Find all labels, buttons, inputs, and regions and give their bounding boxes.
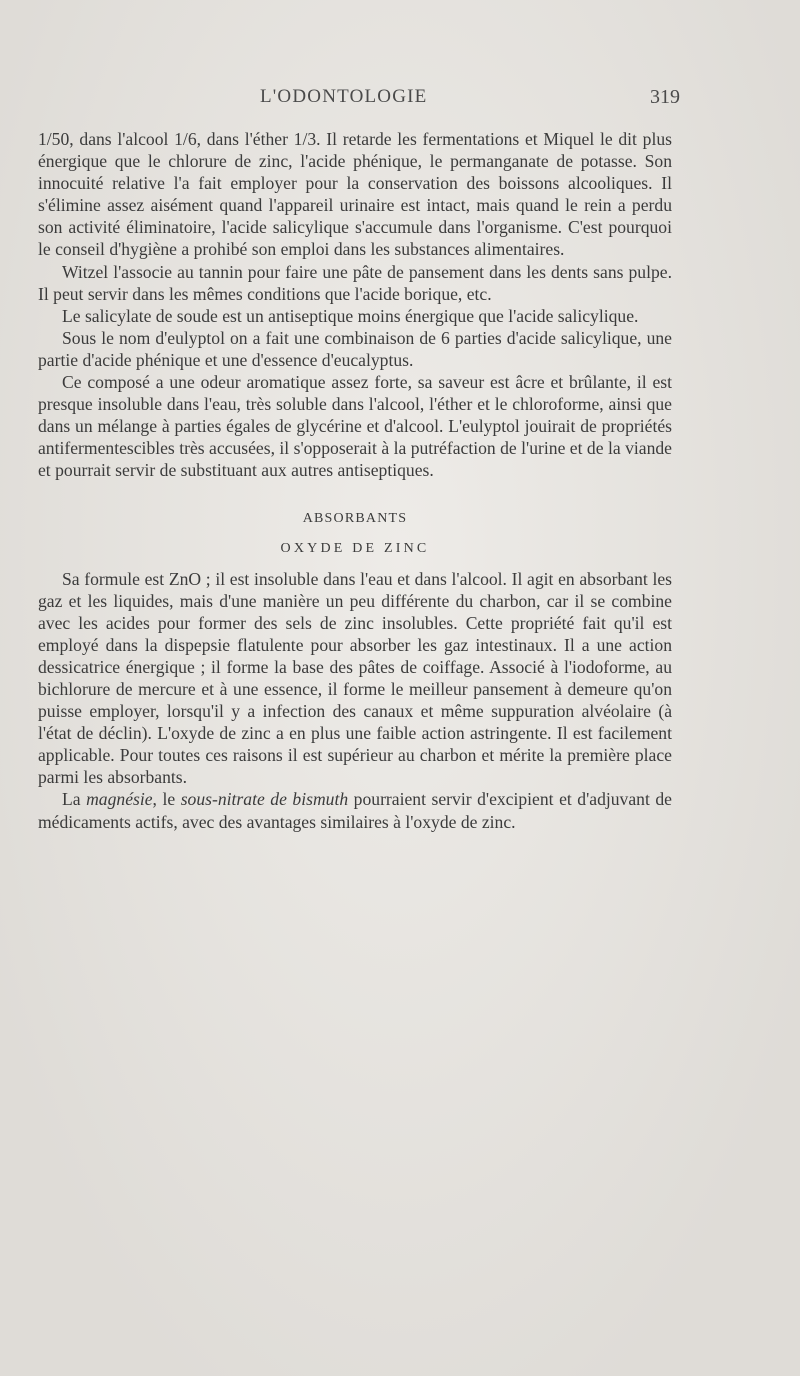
body-text xyxy=(38,128,672,833)
subsection-heading: OXYDE DE ZINC xyxy=(280,540,430,556)
excipients-text-end: pourraient servir d'excipient et d'adjuvant de médicaments actifs, avec des avantages similaires à l'oxyde de zinc. xyxy=(38,789,672,832)
section-heading: ABSORBANTS xyxy=(302,510,408,526)
zinc-section xyxy=(38,568,672,833)
excipients-text-start: La xyxy=(62,789,87,810)
paragraph-continuation: 1/50, dans l'alcool 1/6, dans l'éther 1/3. Il retarde les fermentations et Miquel le dit plus énergique que le chlorure de zinc, l'acide phénique, le permanganate de potasse. Son innocuité relative l'a fait employer pour la conservation des boissons alcooliques. Il s'élimine assez aisément quand l'appareil urinaire est intact, mais quand le rein a perdu son activité éliminatoire, l'acide salicylique s'accumule dans l'organisme. C'est pourquoi le conseil d'hygiène a prohibé son emploi dans les substances alimentaires. xyxy=(38,129,672,260)
paragraph-zinc-formula: Sa formule est ZnO ; il est insoluble dans l'eau et dans l'alcool. Il agit en absorbant les gaz et les liquides, mais d'une manière un peu différente du charbon, car il se combine avec les acides pour former des sels de zinc insolubles. Cette propriété fait qu'il est employé dans la dispepsie flatulente pour absorber les gaz intestinaux. Il a une action dessicatrice énergique ; il forme la base des pâtes de coiffage. Associé à l'iodoforme, au bichlorure de mercure et à une essence, il forme le meilleur pansement à demeure qu'on puisse employer, lorsqu'il y a infection des canaux et même suppuration alvéolaire (à l'état de déclin). L'oxyde de zinc a en plus une faible action astringente. Il est facilement applicable. Pour toutes ces raisons il est supérieur au charbon et mérite la première place parmi les absorbants. xyxy=(38,568,672,788)
paragraph-salicylate: Le salicylate de soude est un antiseptique moins énergique que l'acide salicylique. xyxy=(62,305,639,326)
paragraph-eulyptol-name: Sous le nom d'eulyptol on a fait une combinaison de 6 parties d'acide salicylique, une partie d'acide phénique et une d'essence d'eucalyptus. xyxy=(38,327,672,370)
running-head xyxy=(38,86,680,116)
paragraph-eulyptol-properties: Ce composé a une odeur aromatique assez forte, sa saveur est âcre et brûlante, il est presque insoluble dans l'eau, très soluble dans l'alcool, l'éther et le chloroforme, ainsi que dans un mélange à parties égales de glycérine et d'alcool. L'eulyptol jouirait de propriétés antifermentescibles très accusées, il s'opposerait à la putréfaction de l'urine et de la viande et pourrait servir de substituant aux autres antiseptiques. xyxy=(38,372,672,481)
excipients-text-mid: , le xyxy=(152,789,181,810)
bismuth-term: sous-nitrate de bismuth xyxy=(180,789,349,810)
paragraph-witzel: Witzel l'associe au tannin pour faire une pâte de pansement dans les dents sans pulpe. Il peut servir dans les mêmes conditions que l'acide borique, etc. xyxy=(38,261,672,304)
magnesie-term: magnésie xyxy=(86,789,153,810)
running-title: L'ODONTOLOGIE xyxy=(260,86,428,107)
paragraph-excipients xyxy=(38,788,672,832)
page-number: 319 xyxy=(650,86,680,108)
